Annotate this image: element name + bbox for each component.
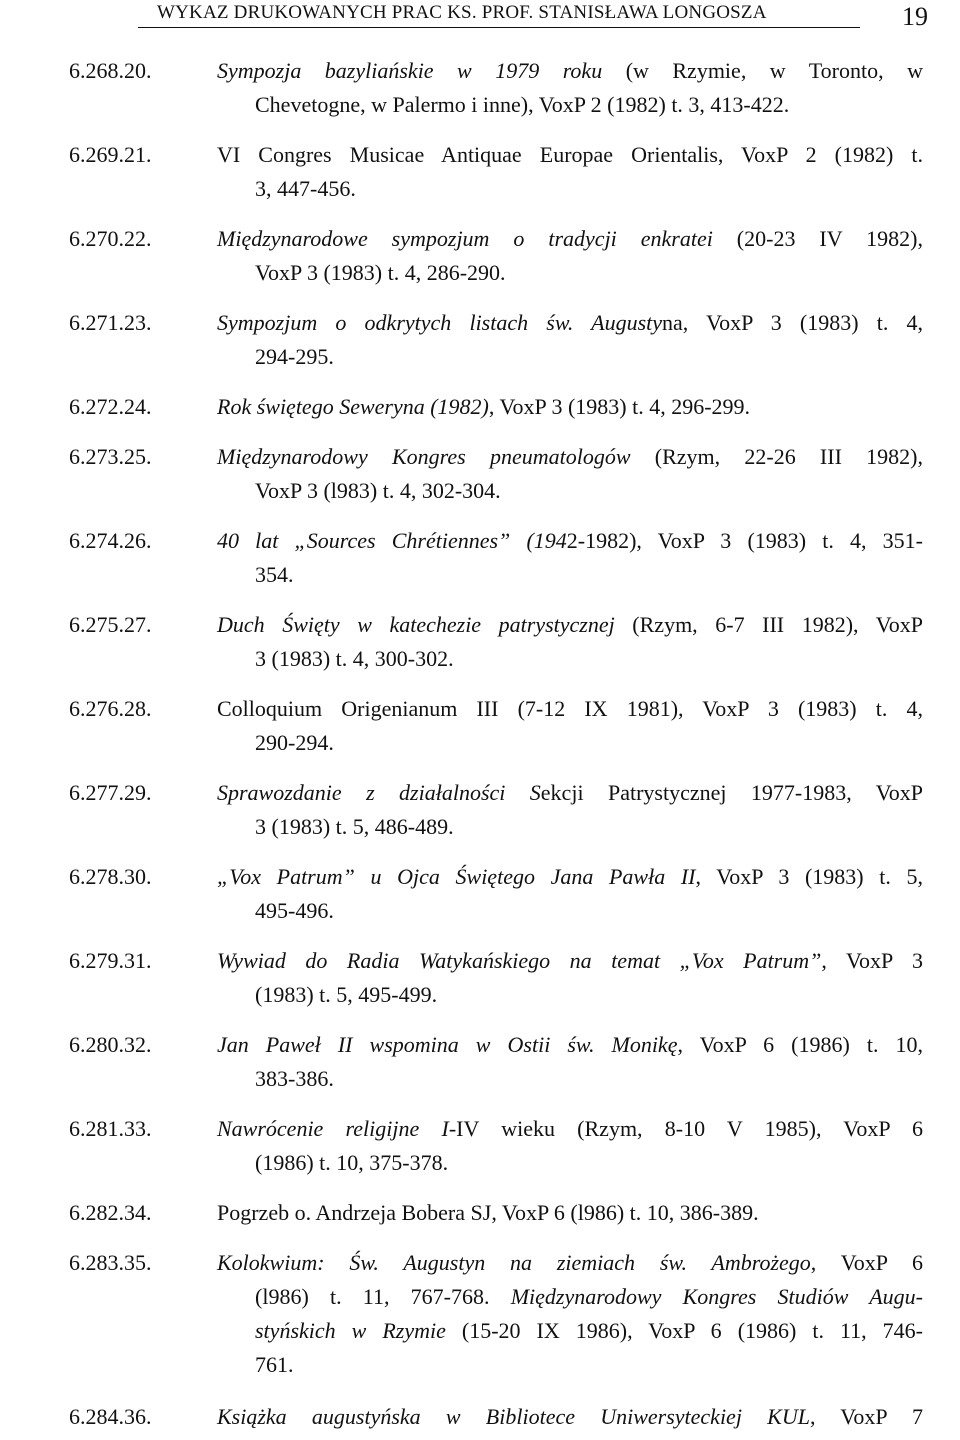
- entry-line: [217, 558, 923, 592]
- entry-citation-segment: (Rzym, 22-26 III 1982),: [630, 444, 923, 469]
- entry-citation-segment: 354.: [255, 562, 294, 587]
- entry-number: 6.272.24.: [69, 394, 152, 419]
- entry-line: [217, 608, 923, 642]
- entry-text: [217, 54, 923, 122]
- entry-title-segment: Jan Paweł II wspomina w Ostii św. Monikę: [217, 1032, 678, 1057]
- entry-number: 6.281.33.: [69, 1116, 152, 1141]
- entry-text: [217, 138, 923, 206]
- entry-text: [217, 390, 923, 424]
- entry-number: 6.282.34.: [69, 1200, 152, 1225]
- header-rule: [138, 27, 860, 28]
- entry-title-segment: Międzynarodowy Kongres pneumatologów: [217, 444, 631, 469]
- page-number: 19: [902, 2, 928, 31]
- entry-citation-segment: -IV wieku (Rzym, 8-10 V 1985), VoxP 6: [448, 1116, 923, 1141]
- entry-text: [217, 860, 923, 928]
- entry-citation-segment: 761.: [255, 1352, 294, 1377]
- entry-line: [217, 474, 923, 508]
- entry-title-segment: styńskich w Rzymie: [255, 1318, 446, 1343]
- entry-line: [217, 726, 923, 760]
- entry-text: [217, 776, 923, 844]
- entry-line: [217, 642, 923, 676]
- entry-title-segment: Książka augustyńska w Bibliotece Uniwersyteckiej KUL: [217, 1404, 810, 1429]
- entry-text: [217, 1112, 923, 1180]
- entry-line: [217, 1062, 923, 1096]
- entry-text: [217, 306, 923, 374]
- entry-citation-segment: (20-23 IV 1982),: [712, 226, 923, 251]
- running-header-title: WYKAZ DRUKOWANYCH PRAC KS. PROF. STANISŁAWA LONGOSZA: [157, 2, 767, 23]
- entry-number: 6.274.26.: [69, 528, 152, 553]
- entry-line: [217, 894, 923, 928]
- entry-line: [217, 810, 923, 844]
- entry-line: [217, 978, 923, 1012]
- entry-number: 6.278.30.: [69, 864, 152, 889]
- entry-line: [217, 1400, 923, 1434]
- entry-line: [217, 1280, 923, 1314]
- entry-number: 6.279.31.: [69, 948, 152, 973]
- entry-line: [217, 1196, 923, 1230]
- entry-citation-segment: 495-496.: [255, 898, 334, 923]
- entry-title-segment: Duch Święty w katechezie patrystycznej: [217, 612, 615, 637]
- entry-citation-segment: (Rzym, 6-7 III 1982), VoxP: [614, 612, 923, 637]
- entry-line: [217, 256, 923, 290]
- entry-number: 6.283.35.: [69, 1250, 152, 1275]
- entry-text: [217, 608, 923, 676]
- entry-number: 6.273.25.: [69, 444, 152, 469]
- entry-citation-segment: , VoxP 3 (1983) t. 4, 296-299.: [488, 394, 751, 419]
- entry-line: [217, 1028, 923, 1062]
- entry-title-segment: Sympozjum o odkrytych listach św. Augusty: [217, 310, 663, 335]
- entry-citation-segment: 3, 447-456.: [255, 176, 356, 201]
- entry-line: [217, 88, 923, 122]
- entry-text: [217, 944, 923, 1012]
- entry-text: [217, 524, 923, 592]
- entry-title-segment: Międzynarodowy Kongres Studiów Augu-: [510, 1284, 924, 1309]
- entry-line: [217, 138, 923, 172]
- entry-line: [217, 440, 923, 474]
- entry-citation-segment: VoxP 3 (1983) t. 4, 286-290.: [255, 260, 506, 285]
- entry-text: [217, 692, 923, 760]
- entry-line: [217, 776, 923, 810]
- entry-title-segment: Wywiad do Radia Watykańskiego na temat „Vox Patrum”: [217, 948, 822, 973]
- entry-citation-segment: VI Congres Musicae Antiquae Europae Orientalis, VoxP 2 (1982) t.: [217, 142, 923, 167]
- entry-line: [217, 692, 923, 726]
- entry-line: [217, 172, 923, 206]
- entry-number: 6.270.22.: [69, 226, 152, 251]
- entry-line: [217, 1112, 923, 1146]
- entry-citation-segment: 3 (1983) t. 5, 486-489.: [255, 814, 454, 839]
- entry-number: 6.269.21.: [69, 142, 152, 167]
- entry-title-segment: Sprawozdanie z działalności S: [217, 780, 541, 805]
- entry-text: [217, 1196, 923, 1230]
- entry-citation-segment: 2-1982), VoxP 3 (1983) t. 4, 351-: [566, 528, 923, 553]
- entry-text: [217, 1028, 923, 1096]
- entry-text: [217, 440, 923, 508]
- entry-number: 6.271.23.: [69, 310, 152, 335]
- entry-title-segment: Rok świętego Seweryna (1982): [217, 394, 489, 419]
- entry-text: [217, 222, 923, 290]
- entry-citation-segment: 3 (1983) t. 4, 300-302.: [255, 646, 454, 671]
- entry-line: [217, 306, 923, 340]
- entry-citation-segment: VoxP 3 (l983) t. 4, 302-304.: [255, 478, 501, 503]
- entry-title-segment: „Vox Patrum” u Ojca Świętego Jana Pawła II: [217, 864, 696, 889]
- entry-number: 6.268.20.: [69, 58, 152, 83]
- entry-citation-segment: (w Rzymie, w Toronto, w: [602, 58, 923, 83]
- entry-title-segment: Międzynarodowe sympozjum o tradycji enkratei: [217, 226, 713, 251]
- entry-number: 6.284.36.: [69, 1404, 152, 1429]
- entry-citation-segment: (15-20 IX 1986), VoxP 6 (1986) t. 11, 746-: [445, 1318, 923, 1343]
- entry-title-segment: Nawrócenie religijne I: [217, 1116, 449, 1141]
- entry-number: 6.275.27.: [69, 612, 152, 637]
- entry-line: [217, 524, 923, 558]
- entry-citation-segment: (1983) t. 5, 495-499.: [255, 982, 438, 1007]
- entry-line: [217, 1314, 923, 1348]
- entry-title-segment: Kolokwium: Św. Augustyn na ziemiach św. Ambrożego: [217, 1250, 811, 1275]
- entry-text: [217, 1400, 923, 1434]
- entry-citation-segment: Colloquium Origenianum III (7-12 IX 1981), VoxP 3 (1983) t. 4,: [217, 696, 923, 721]
- entry-title-segment: Sympozja bazyliańskie w 1979 roku: [217, 58, 603, 83]
- entry-citation-segment: 290-294.: [255, 730, 334, 755]
- entry-line: [217, 944, 923, 978]
- entry-text: [217, 1246, 923, 1382]
- entry-citation-segment: Chevetogne, w Palermo i inne), VoxP 2 (1982) t. 3, 413-422.: [255, 92, 790, 117]
- entry-line: [217, 390, 923, 424]
- entry-citation-segment: (1986) t. 10, 375-378.: [255, 1150, 449, 1175]
- entry-citation-segment: 383-386.: [255, 1066, 334, 1091]
- entry-citation-segment: (l986) t. 11, 767-768.: [255, 1284, 511, 1309]
- entry-title-segment: 40 lat „Sources Chrétiennes” (194: [217, 528, 567, 553]
- entry-citation-segment: , VoxP 3: [821, 948, 924, 973]
- entry-citation-segment: , VoxP 3 (1983) t. 5,: [695, 864, 923, 889]
- entry-number: 6.276.28.: [69, 696, 152, 721]
- entry-citation-segment: , VoxP 7: [809, 1404, 924, 1429]
- entry-number: 6.277.29.: [69, 780, 152, 805]
- entry-line: [217, 1146, 923, 1180]
- entry-line: [217, 340, 923, 374]
- running-header: [0, 0, 960, 34]
- entry-citation-segment: na, VoxP 3 (1983) t. 4,: [662, 310, 923, 335]
- entry-number: 6.280.32.: [69, 1032, 152, 1057]
- entry-citation-segment: Pogrzeb o. Andrzeja Bobera SJ, VoxP 6 (l986) t. 10, 386-389.: [217, 1200, 759, 1225]
- entry-citation-segment: , VoxP 6 (1986) t. 10,: [677, 1032, 924, 1057]
- entry-line: [217, 54, 923, 88]
- entry-line: [217, 222, 923, 256]
- entry-citation-segment: , VoxP 6: [810, 1250, 923, 1275]
- entry-line: [217, 860, 923, 894]
- entry-line: [217, 1348, 923, 1382]
- entry-citation-segment: 294-295.: [255, 344, 334, 369]
- entry-line: [217, 1246, 923, 1280]
- entry-citation-segment: ekcji Patrystycznej 1977-1983, VoxP: [540, 780, 923, 805]
